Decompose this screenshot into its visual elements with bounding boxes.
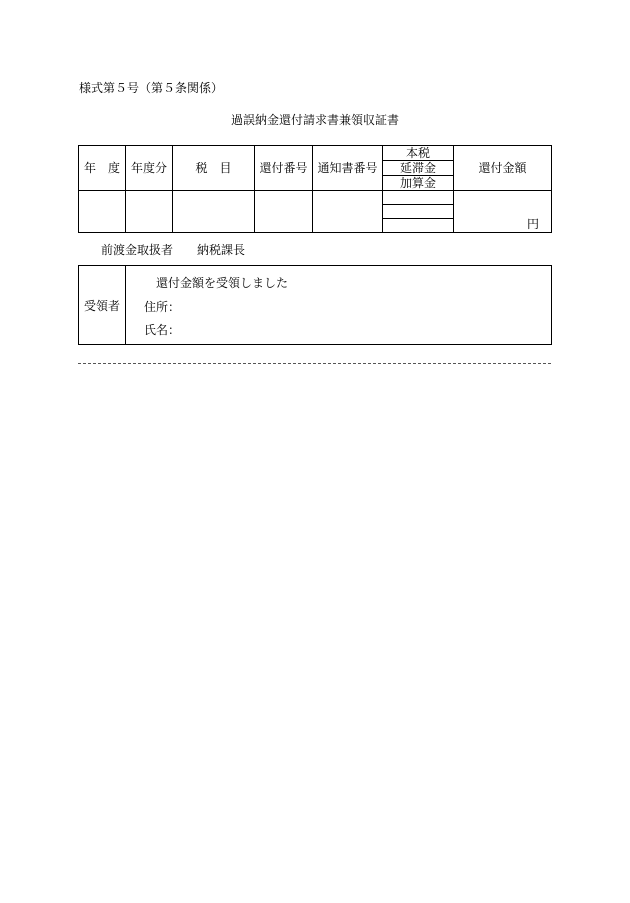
form-number: 様式第５号（第５条関係） [79,81,224,95]
name-label: 氏名： [144,323,181,337]
advance-handler-label: 前渡金取扱者 [101,243,174,257]
tax-section-chief-label: 納税課長 [197,243,246,257]
address-label: 住所： [144,300,181,314]
header-additional-tax: 加算金 [383,176,454,191]
cell-notice-number[interactable] [313,191,383,233]
receiver-label: 受領者 [79,266,126,345]
refund-table [78,145,552,233]
handlers-line [101,241,245,258]
cell-delinquent-tax[interactable] [383,205,454,219]
cell-year-portion[interactable] [126,191,173,233]
document-title: 過誤納金還付請求書兼領収証書 [230,113,399,127]
cell-refund-amount[interactable] [454,191,552,233]
cell-refund-number[interactable] [255,191,313,233]
cell-year[interactable] [79,191,126,233]
header-refund-number: 還付番号 [255,146,313,191]
receipt-content [126,266,552,345]
receipt-table [78,265,552,345]
currency-unit: 円 [526,217,539,231]
header-year-portion: 年度分 [126,146,173,191]
header-principal-tax: 本税 [383,146,454,161]
header-refund-amount: 還付金額 [454,146,552,191]
header-notice-number: 通知書番号 [313,146,383,191]
cut-line [78,363,551,364]
cell-additional-tax[interactable] [383,219,454,233]
header-year: 年 度 [79,146,126,191]
header-tax-item: 税 目 [173,146,255,191]
cell-principal-tax[interactable] [383,191,454,205]
acknowledgement-text: 還付金額を受領しました [156,276,289,290]
header-delinquent-tax: 延滞金 [383,161,454,176]
cell-tax-item[interactable] [173,191,255,233]
